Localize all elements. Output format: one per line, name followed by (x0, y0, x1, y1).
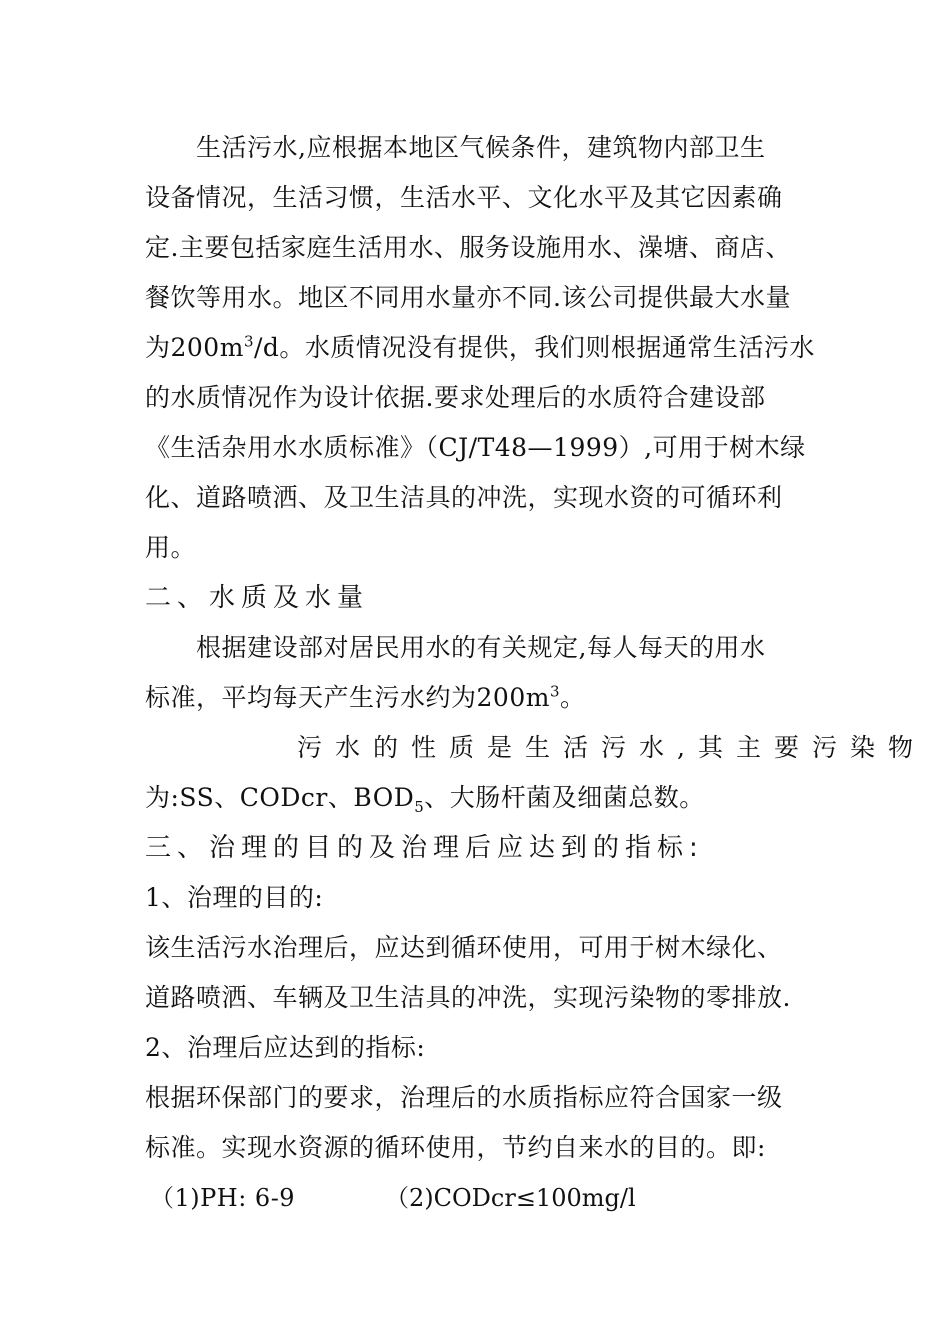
paragraph-line: 根据建设部对居民用水的有关规定,每人每天的用水 (145, 633, 766, 662)
paragraph-line: 定.主要包括家庭生活用水、服务设施用水、澡塘、商店、 (145, 233, 791, 262)
text-run: 标准，平均每天产生污水约为200m (145, 683, 550, 712)
paragraph-line: 化、道路喷洒、及卫生洁具的冲洗，实现水资的可循环利 (145, 483, 783, 512)
indicator-codcr: （2)CODcr≤100mg/l (385, 1184, 636, 1212)
paragraph-line (145, 780, 705, 816)
subscript: 5 (414, 798, 425, 816)
paragraph-line: 标准。实现水资源的循环使用，节约自来水的目的。即: (145, 1133, 766, 1162)
paragraph-line: 生活污水,应根据本地区气候条件，建筑物内部卫生 (145, 133, 766, 162)
paragraph-line: 设备情况，生活习惯，生活水平、文化水平及其它因素确 (145, 183, 783, 212)
paragraph-line: 该生活污水治理后，应达到循环使用，可用于树木绿化、 (145, 933, 783, 962)
paragraph-line: 道路喷洒、车辆及卫生洁具的冲洗，实现污染物的零排放. (145, 983, 791, 1012)
list-item-title: 1、治理的目的: (145, 883, 324, 912)
indicator-ph: （1)PH: 6-9 (150, 1184, 296, 1212)
section-heading: 二、水质及水量 (145, 583, 370, 613)
text-run: /d。水质情况没有提供，我们则根据通常生活污水 (253, 333, 815, 362)
list-item-title: 2、治理后应达到的指标: (145, 1033, 426, 1062)
text-run: 为200m (145, 333, 244, 362)
paragraph-line: 根据环保部门的要求，治理后的水质指标应符合国家一级 (145, 1083, 783, 1112)
paragraph-line: 的水质情况作为设计依据.要求处理后的水质符合建设部 (145, 383, 766, 412)
paragraph-line: 污水的性质是生活污水,其主要污染物 (145, 733, 926, 762)
paragraph-line: 用。 (145, 533, 197, 562)
text-run: 。 (559, 683, 586, 712)
paragraph-line (145, 680, 586, 716)
superscript: 3 (549, 682, 560, 701)
paragraph-line: 餐饮等用水。地区不同用水量亦不同.该公司提供最大水量 (145, 283, 791, 312)
section-heading: 三、治理的目的及治理后应达到的指标: (145, 833, 704, 863)
superscript: 3 (243, 332, 254, 351)
text-run: 为:SS、CODcr、BOD (145, 783, 415, 812)
text-run: 、大肠杆菌及细菌总数。 (424, 783, 705, 812)
paragraph-line (145, 330, 815, 366)
paragraph-line: 《生活杂用水水质标准》（CJ/T48—1999）,可用于树木绿 (145, 433, 806, 462)
